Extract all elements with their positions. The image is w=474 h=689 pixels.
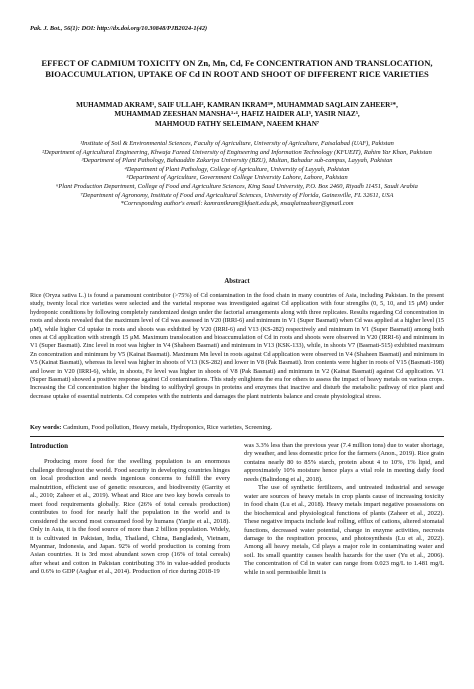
- affiliation: ¹Institute of Soil & Environmental Sciences, Faculty of Agriculture, University of Agriculture, Faisalabad (UAF), Pakistan: [80, 140, 394, 147]
- author-line: MUHAMMAD AKRAM¹, SAIF ULLAH², KAMRAN IKRAM³*, MUHAMMAD SAQLAIN ZAHEER²*,: [76, 101, 398, 109]
- affiliation-list: [30, 140, 444, 209]
- keywords-text: Cadmium, Food pollution, Heavy metals, Hydroponics, Rice varieties, Screening.: [61, 424, 273, 431]
- intro-paragraph: The use of synthetic fertilizers, and untreated industrial and sewage water are sources of heavy metals in crop plants cause of increasing toxicity in food chain (Lu et al., 2018). Heavy metals impart negative possessions on the biochemical and physiological functions of plants (Zaheer et al., 2022). These negative impacts include leaf rolling, efflux of cations, altered stomatal functions, decreased water potential, change in enzyme activities, necrosis damage to the respiration process, and photosynthesis (Lu et al., 2022). Among all heavy metals, Cd plays a major role in contaminating water and soil. Its small quantity causes health hazards for the user (Yu et al., 2006). The concentration of Cd in water can range from 0.023 mg/L to 1.481 mg/L while in soil permissible limit is: [244, 484, 444, 576]
- keywords: [30, 424, 444, 431]
- affiliation: ³Department of Plant Pathology, Bahauddin Zakariya University (BZU), Multan, Bahadur sub-campus, Layyah, Pakistan: [81, 157, 393, 165]
- author-line: MUHAMMAD ZEESHAN MANSHA³·⁴, HAFIZ HAIDER ALI⁵, YASIR NIAZ⁵,: [114, 110, 360, 119]
- paper-title: EFFECT OF CADMIUM TOXICITY ON Zn, Mn, Cd, Fe CONCENTRATION AND TRANSLOCATION, BIOACCUMULATION, UPTAKE OF Cd IN ROOT AND SHOOT OF DIFFERENT RICE VARIETIES: [41, 58, 433, 79]
- affiliation: ⁴Department of Plant Pathology, College of Agriculture, University of Layyah, Pakistan: [124, 165, 350, 173]
- affiliation: ²Department of Agricultural Engineering, Khwaja Fareed University of Engineering and Information Technology (KFUEIT), Rahim Yar Khan, Pakistan: [42, 148, 432, 156]
- affiliation: ⁶Plant Production Department, College of Food and Agriculture Sciences, King Saud University, P.O. Box 2460, Riyadh 11451, Saudi Arabia: [56, 182, 418, 190]
- right-column: [244, 442, 444, 577]
- intro-paragraph: Producing more food for the swelling population is an enormous challenge throughout the world. Food security in developing countries hinges on local production and needs ingenious concerns to fulfill the every malnutrition, efficient use of genetic resources, and biodiversity (Garrity et al., 2010; Zaheer et al., 2019). Wheat and Rice are two key bowls cereals to meet food requirements globally. Rice (26% of total cereals production) contributes to food for nearly half the population in the world and is considered the second most consumed food by humans (Yanjie et al., 2018). Only in Asia, it is the food source of more than 2 billion population. Widely, it is cultivated in Pakistan, India, Thailand, China, Bangladesh, Vietnam, Myanmar, Indonesia, and Japan. 92% of world production is coming from Asian countries. It is 3rd most abundant sown crop (16% of total cereals) after wheat and cotton in Pakistan contributing 3% in value-added products and 0.6% to GDP (Asghar et al., 2014). Production of rice during 2018-19: [30, 458, 230, 576]
- author-line: MAHMOUD FATHY SELEIMAN⁶, NAEEM KHAN⁷: [154, 119, 320, 128]
- keywords-label: Key words:: [30, 424, 62, 431]
- abstract-heading: Abstract: [224, 278, 250, 285]
- author-list: [30, 101, 444, 129]
- affiliation: ⁵Department of Agriculture, Government College University Lahore, Lahore, Pakistan: [126, 174, 348, 182]
- introduction-heading: Introduction: [30, 442, 68, 450]
- left-column: [30, 442, 230, 577]
- section-divider: [30, 436, 444, 437]
- running-header: Pak. J. Bot., 56(1): DOI: http://dx.doi.org/10.30848/PJB2024-1(42): [30, 25, 208, 32]
- affiliation: ⁷Department of Agronomy, Institute of Food and Agricultural Sciences, University of Florida, Gainesville, FL 32611, USA: [80, 191, 394, 199]
- corresponding-author: *Corresponding author's email: kamranikram@kfueit.edu.pk, msaqlainzaheer@gmail.com: [120, 200, 354, 208]
- intro-paragraph-continued: was 3.3% less than the previous year (7.4 million tons) due to water shortage, dry weather, and less domestic price for the farmers (Anon., 2019). Rice grain contains nearly 80 to 85% starch, protein about 4 to 10%, 1% lipid, and approximately 10% moisture hence plays a vital role in meeting daily food needs (Balindong et al., 2018).: [244, 442, 444, 483]
- abstract-text: Rice (Oryza sativa L.) is found a paramount contributor (>75%) of Cd contamination in the food chain in many countries of Asia, including Pakistan. In the present study, twenty local rice varieties were selected and the varietal response was investigated against Cd application with four strengths (0, 5, 10, and 15 μM) under hydroponic conditions by following completely randomized design under the factorial arrangements along with three replicates. Results regarding Cd concentration in roots and shoots revealed that the maximum level of Cd was assessed in V20 (IRRI-6) and minimum in V1 (Super Basmati) when Cd was applied at a higher level (15 μM), while higher Cd uptake in roots and shoots was exhibited by V20 (IRRI-6) and V13 (KS-282) respectively and minimum in V1 (Super Basmati) among both ones at Cd application with strength 15 μM. Maximum translocation and bioaccumulation of Cd in roots and shoots were observed in V20 (IRRI-6) and minimum in V1 (Super Basmati). Zinc level in root was higher in V4 (Shaheen Basmati) and minimum in V13 (KSK-133), while, in shoots V7 (Basmati-515) exhibited maximum Zn concentration and minimum by V5 (Kainat Basmati). Maximum Mn level in roots against Cd application were observed in V4 (Shaheen Basmati) and minimum in V5 (Kainat Basmati), whereas its level was higher in shoots of V13 (KS-282) and lower in V8 (Pak Basmati). Iron contents were higher in roots of V15 (Basmati-198) and lower in V20 (IRRI-6), while, in shoots, Fe level was higher in shoots of V8 (Pak Basmati) and minimum in V2 (Kainat Basmati) against Cd application. V1 (Super Basmati) showed a positive response against Cd contaminations. This study enlightens the era for others to assess the impact of heavy metals on various crops. Increasing the Cd concentration higher the binding to sulfhydryl groups in proteins and enzymes that inactive and disturb the metabolic pathway of rice plant and decrease uptake of essential nutrients. Cd competes with the nutrients and damages the plant nutrients balance and create physiological stress.: [30, 292, 444, 400]
